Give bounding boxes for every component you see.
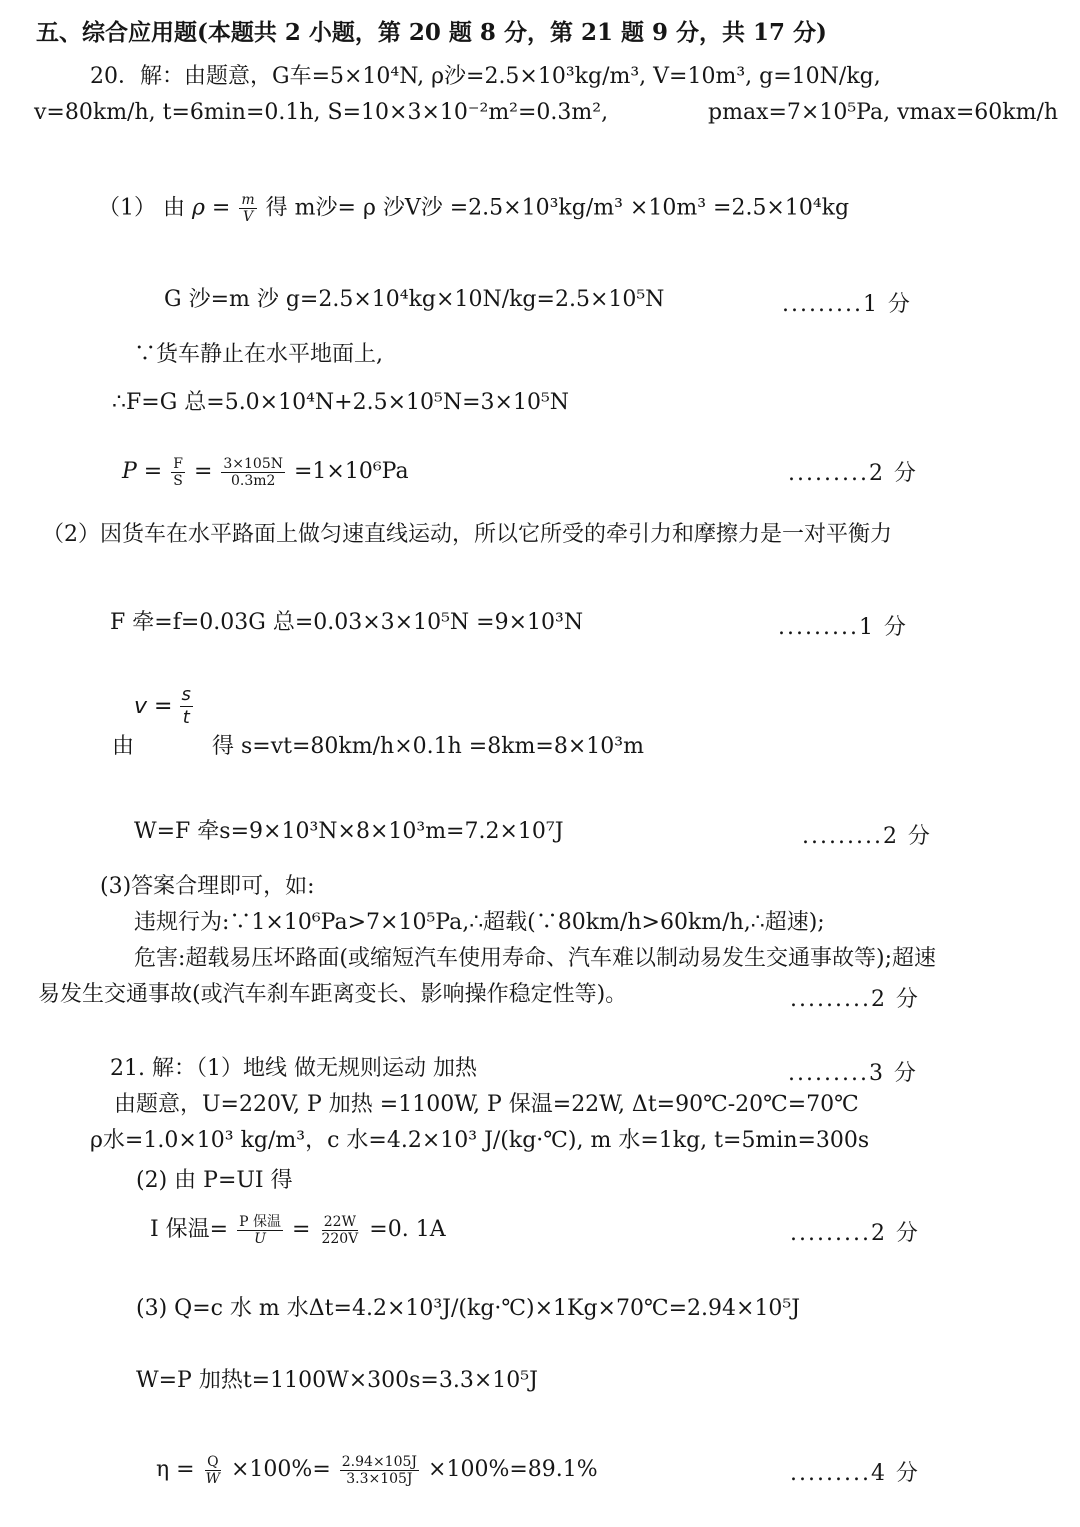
fraction-denominator: 220V	[321, 1230, 359, 1247]
fraction-numerator: Q	[207, 1453, 219, 1470]
q20-p3-violation: 违规行为:∵1×10⁶Pa>7×10⁵Pa,∴超载(∵80km/h>60km/h,∴超速);	[134, 910, 825, 935]
current-lhs: I 保温=	[150, 1217, 229, 1242]
fraction-numerator: 3×105N	[223, 455, 283, 472]
q21-current	[150, 1210, 446, 1250]
fraction-denominator: t	[182, 707, 190, 728]
fraction-denominator: 0.3m2	[230, 472, 276, 489]
q21-given-line1: 由题意，U=220V, P 加热 =1100W, P 保温=22W, Δt=90℃-20℃=70℃	[114, 1092, 859, 1117]
q20-because-line: ∵货车静止在水平地面上,	[134, 342, 383, 367]
section-title: 五、综合应用题(本题共 2 小题，第 20 题 8 分，第 21 题 9 分，共 17 分)	[36, 19, 827, 46]
q20-sand-weight-score: .........1 分	[782, 292, 912, 317]
distance-over-time-fraction	[180, 684, 193, 729]
q20-pressure-score: .........2 分	[788, 461, 918, 486]
q20-speed-prefix: 由	[112, 734, 135, 759]
numeric-pressure-fraction	[221, 456, 285, 489]
fraction-denominator: 3.3×105J	[346, 1470, 413, 1487]
speed-lhs: v =	[134, 694, 173, 719]
q21-head-score: .........3 分	[788, 1061, 918, 1086]
numeric-efficiency-fraction	[340, 1454, 419, 1487]
q20-speed-formula	[134, 684, 195, 729]
q21-heat: (3) Q=c 水 m 水Δt=4.2×10³J/(kg·℃)×1Kg×70℃=2.94×10⁵J	[136, 1296, 801, 1321]
q20-traction-force: F 牵=f=0.03G 总=0.03×3×10⁵N =9×10³N	[110, 610, 584, 635]
q21-p2-head: (2) 由 P=UI 得	[136, 1168, 293, 1193]
fraction-numerator: m	[241, 192, 255, 208]
q21-given-line2: ρ水=1.0×10³ kg/m³，c 水=4.2×10³ J/(kg·℃), m 水=1kg, t=5min=300s	[90, 1128, 870, 1153]
fraction-numerator: F	[173, 455, 183, 472]
q20-p3-head: (3)答案合理即可，如:	[100, 874, 315, 899]
fraction-numerator: 22W	[323, 1213, 356, 1230]
fraction-denominator: V	[242, 209, 254, 225]
q20-given-line2-left: v=80km/h, t=6min=0.1h, S=10×3×10⁻²m²=0.3m²,	[34, 100, 609, 125]
q20-p3-harm-line2: 易发生交通事故(或汽车刹车距离变长、影响操作稳定性等)。	[38, 982, 628, 1007]
q21-p3-score: .........4 分	[790, 1461, 920, 1486]
q20-given-line1: 20．解：由题意，G车=5×10⁴N, ρ沙=2.5×10³kg/m³, V=10m³, g=10N/kg,	[90, 64, 881, 89]
q20-sand-weight: G 沙=m 沙 g=2.5×10⁴kg×10N/kg=2.5×10⁵N	[164, 287, 665, 312]
fraction-numerator: 2.94×105J	[341, 1453, 418, 1470]
heat-over-work-fraction	[204, 1454, 222, 1487]
q20-work-score: .........2 分	[802, 824, 932, 849]
power-over-voltage-fraction	[237, 1214, 283, 1247]
force-over-area-fraction	[171, 456, 185, 489]
q20-p3-score: .........2 分	[790, 987, 920, 1012]
pressure-lhs: P =	[122, 459, 163, 484]
equals-sign: =	[193, 459, 213, 484]
step-rest: 得 m沙= ρ 沙V沙 =2.5×10³kg/m³ ×10m³ =2.5×10⁴kg	[265, 195, 850, 221]
numeric-current-fraction	[319, 1214, 360, 1247]
q20-total-force: ∴F=G 总=5.0×10⁴N+2.5×10⁵N=3×10⁵N	[112, 390, 570, 415]
step-prefix: （1） 由	[98, 195, 185, 221]
percent-multiplier: ×100%=	[231, 1457, 331, 1482]
q21-p2-score: .........2 分	[790, 1221, 920, 1246]
q20-p1-density-step	[98, 192, 849, 225]
rho-symbol: ρ =	[192, 195, 231, 221]
pressure-result: =1×10⁶Pa	[294, 459, 409, 484]
fraction-denominator: W	[205, 1470, 220, 1487]
efficiency-lhs: η =	[156, 1457, 195, 1482]
q20-given-line2-right: pmax=7×10⁵Pa, vmax=60km/h	[708, 100, 1059, 125]
fraction-denominator: S	[173, 472, 183, 489]
q20-p2-reason: （2）因货车在水平路面上做匀速直线运动，所以它所受的牵引力和摩擦力是一对平衡力	[42, 522, 892, 547]
q20-work: W=F 牵s=9×10³N×8×10³m=7.2×10⁷J	[134, 819, 564, 844]
fraction-denominator: U	[254, 1230, 266, 1247]
q20-traction-score: .........1 分	[778, 615, 908, 640]
q20-distance: 得 s=vt=80km/h×0.1h =8km=8×10³m	[212, 734, 644, 759]
q20-p3-harm-line1: 危害:超载易压坏路面(或缩短汽车使用寿命、汽车难以制动易发生交通事故等);超速	[134, 946, 936, 971]
current-result: =0. 1A	[369, 1217, 446, 1242]
q20-pressure	[122, 452, 409, 492]
equals-sign: =	[292, 1217, 311, 1242]
mass-over-volume-fraction	[239, 192, 256, 225]
q21-work: W=P 加热t=1100W×300s=3.3×10⁵J	[136, 1368, 538, 1393]
fraction-numerator: s	[181, 684, 191, 705]
q21-head: 21. 解：（1）地线 做无规则运动 加热	[110, 1056, 477, 1081]
q21-efficiency	[156, 1450, 598, 1490]
efficiency-result: ×100%=89.1%	[428, 1457, 598, 1482]
fraction-numerator: P 保温	[239, 1213, 281, 1230]
